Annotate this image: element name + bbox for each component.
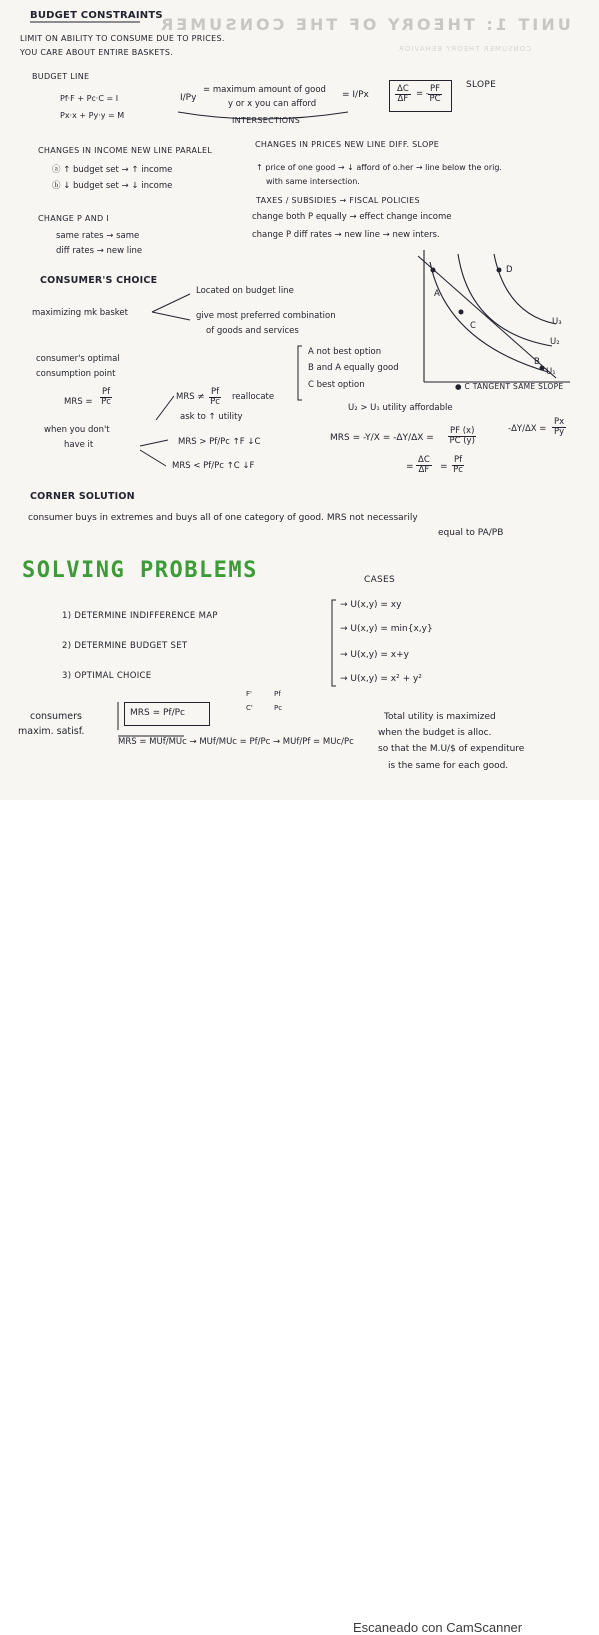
camscanner-watermark: Escaneado con CamScanner (353, 1620, 523, 1635)
total-utility-line-2: when the budget is alloc. (378, 728, 492, 738)
total-utility-line-4: is the same for each good. (388, 761, 509, 771)
consumers-choice-heading: CONSUMER'S CHOICE (40, 275, 158, 286)
graph-label-d: D (506, 265, 513, 275)
scanner-footer (0, 800, 599, 1635)
mrs-box-text: MRS = Pf/Pc (130, 708, 185, 718)
afford-text: y or x you can afford (228, 99, 317, 109)
graph-label-a: A (434, 289, 440, 299)
px-py-fraction: Px Py (554, 417, 565, 437)
bleed-through-title: UNIT 1: THEORY OF THE CONSUMER (158, 15, 571, 34)
tangent-note: ● C TANGENT SAME SLOPE (455, 382, 564, 391)
cases-label: CASES (364, 575, 396, 585)
when-dont-have-1: when you don't (44, 425, 110, 435)
option-a-text: A not best option (308, 347, 382, 357)
budget-line-2: YOU CARE ABOUT ENTIRE BASKETS. (20, 48, 174, 57)
top-pf: Pf (274, 690, 281, 698)
mrs-price-fraction: PF (x) PC (y) (449, 426, 475, 446)
point-b (540, 366, 545, 371)
dy-dx-equation: -ΔY/ΔX = (508, 424, 547, 434)
case-1: → U(x,y) = xy (340, 600, 402, 610)
case-2: → U(x,y) = min{x,y} (340, 624, 433, 634)
mrs-greater-rule: MRS > Pf/Pc ↑F ↓C (178, 437, 261, 447)
dc-df-fraction: ΔC ΔF (418, 455, 430, 475)
top-pc: Pc (274, 704, 283, 712)
point-d (497, 268, 502, 273)
pf-pc-fraction: Pf Pc (453, 455, 463, 475)
hand-drawn-lines (0, 0, 599, 800)
income-increase: ⓐ ↑ budget set → ↑ income (52, 165, 173, 175)
step-2: 2) DETERMINE BUDGET SET (62, 641, 188, 651)
bleed-through-subtitle: CONSUMER THEORY BEHAVIOR (398, 45, 532, 53)
located-on-budget-line: Located on budget line (196, 286, 294, 296)
case-4: → U(x,y) = x² + y² (340, 674, 422, 684)
change-p-and-i-label: CHANGE P AND I (38, 214, 109, 223)
equals-sign-2: = (440, 462, 448, 472)
optimal-point-line-2: consumption point (36, 369, 116, 379)
corner-line-2: equal to PA/PB (438, 528, 504, 538)
when-dont-have-2: have it (64, 440, 94, 450)
taxes-subsidies-text: TAXES / SUBSIDIES → FISCAL POLICIES (256, 196, 420, 205)
case-3: → U(x,y) = x+y (340, 650, 409, 660)
changes-prices-heading: CHANGES IN PRICES NEW LINE DIFF. SLOPE (255, 140, 440, 149)
option-c-text: C best option (308, 380, 365, 390)
maximizing-basket: maximizing mk basket (32, 308, 128, 318)
indifference-graph (418, 250, 570, 382)
top-c-prime: C' (246, 704, 253, 712)
income-decrease: ⓑ ↓ budget set → ↓ income (52, 181, 173, 191)
mrs-not-equal-ratio: Pf Pc (210, 387, 220, 407)
reallocate-text: reallocate (232, 392, 275, 402)
budget-equation-fc: Pf·F + Pc·C = I (60, 94, 119, 103)
slope-equals: = - (416, 89, 429, 99)
utility-affordable-note: U₂ > U₁ utility affordable (348, 403, 453, 413)
mrs-price-ratio: Pf Pc (101, 387, 111, 407)
graph-label-u3: U₃ (552, 317, 562, 327)
intersections-label: INTERSECTIONS (232, 116, 301, 125)
change-both-equally: change both P equally → effect change income (252, 212, 452, 222)
optimal-point-line-1: consumer's optimal (36, 354, 120, 364)
slope-fraction-c-f: ΔC ΔF (397, 84, 409, 104)
same-rates-text: same rates → same (56, 231, 140, 241)
mrs-equals-label: MRS = (64, 397, 93, 407)
budget-constraints-heading: BUDGET CONSTRAINTS (30, 10, 163, 21)
diff-rates-text: diff rates → new line (56, 246, 143, 256)
price-change-line-2: with same intersection. (266, 177, 360, 186)
top-f-prime: F' (246, 690, 252, 698)
change-diff-rates: change P diff rates → new line → new inters. (252, 230, 440, 240)
solving-problems-heading: SOLVING PROBLEMS (22, 558, 258, 583)
step-3: 3) OPTIMAL CHOICE (62, 671, 152, 681)
price-change-line-1: ↑ price of one good → ↓ afford of o.her → line below the orig. (256, 163, 502, 172)
step-1: 1) DETERMINE INDIFFERENCE MAP (62, 611, 218, 621)
consumers-maxim-1: consumers (30, 711, 82, 722)
graph-label-b: B (534, 357, 540, 367)
mrs-not-equal-label: MRS ≠ (176, 392, 205, 402)
budget-equation-xy: Px·x + Py·y = M (60, 111, 125, 120)
point-c (459, 310, 464, 315)
graph-label-c: C (470, 321, 476, 331)
budget-line-1: LIMIT ON ABILITY TO CONSUME DUE TO PRICES. (20, 34, 225, 43)
ask-utility-text: ask to ↑ utility (180, 412, 243, 422)
equals-sign-1: = (406, 462, 414, 472)
budget-line-label: BUDGET LINE (32, 72, 90, 81)
intercept-i-over-py: I/Py (180, 93, 197, 103)
mrs-slope-equation: MRS = -Y/X = -ΔY/ΔX = (330, 433, 434, 443)
slope-label: SLOPE (466, 80, 497, 90)
slope-fraction-prices: PF PC (429, 84, 441, 104)
most-preferred-line-2: of goods and services (206, 326, 299, 336)
graph-label-u2: U₂ (550, 337, 560, 347)
point-a (431, 268, 436, 273)
intercept-i-over-px: = I/Px (342, 90, 369, 100)
corner-line-1: consumer buys in extremes and buys all of one category of good. MRS not necessarily (28, 513, 418, 523)
max-amount-text: = maximum amount of good (203, 85, 326, 95)
total-utility-line-3: so that the M.U/$ of expenditure (378, 744, 525, 754)
mu-chain-equation: MRS = MUf/MUc → MUf/MUc = Pf/Pc → MUf/Pf = MUc/Pc (118, 737, 354, 747)
graph-label-u1: U₁ (546, 367, 556, 377)
changes-income-heading: CHANGES IN INCOME NEW LINE PARALEL (38, 146, 213, 155)
most-preferred-line-1: give most preferred combination (196, 311, 336, 321)
scanned-notes-page (0, 0, 599, 800)
total-utility-line-1: Total utility is maximized (384, 712, 496, 722)
mrs-less-rule: MRS < Pf/Pc ↑C ↓F (172, 461, 255, 471)
option-b-text: B and A equally good (308, 363, 399, 373)
consumers-maxim-2: maxim. satisf. (18, 726, 85, 737)
corner-solution-heading: CORNER SOLUTION (30, 491, 135, 502)
